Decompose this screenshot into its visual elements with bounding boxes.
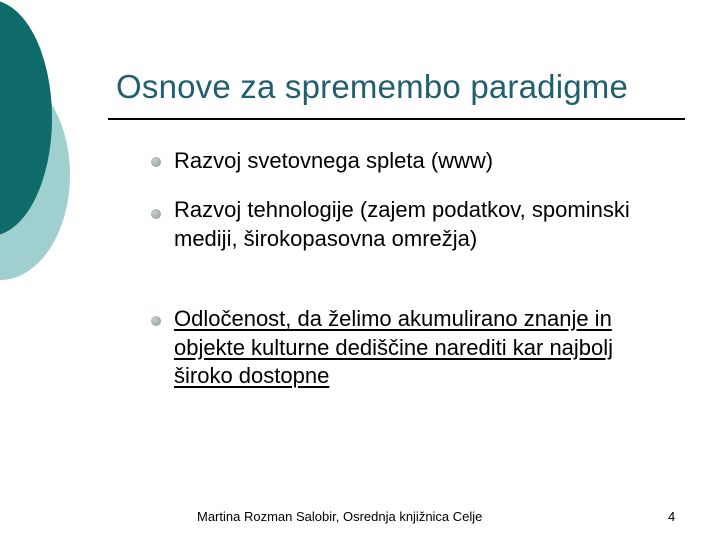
bullet-dot bbox=[151, 209, 161, 219]
bullet-dot bbox=[151, 316, 161, 326]
title-divider bbox=[108, 118, 685, 120]
bullet-text: Razvoj tehnologije (zajem podatkov, spominski mediji, širokopasovna omrežja) bbox=[174, 197, 630, 251]
bullet-dot bbox=[151, 157, 161, 167]
corner-decoration bbox=[0, 0, 120, 300]
slide-title: Osnove za spremembo paradigme bbox=[116, 68, 629, 105]
bullet-text-underlined: Odločenost, da želimo akumulirano znanje in objekte kulturne dediščine narediti kar najbolj široko dostopne bbox=[174, 306, 614, 388]
footer-author: Martina Rozman Salobir, Osrednja knjižnica Celje bbox=[197, 509, 483, 524]
page-number: 4 bbox=[668, 509, 676, 524]
bullet-text: Razvoj svetovnega spleta (www) bbox=[174, 148, 494, 173]
